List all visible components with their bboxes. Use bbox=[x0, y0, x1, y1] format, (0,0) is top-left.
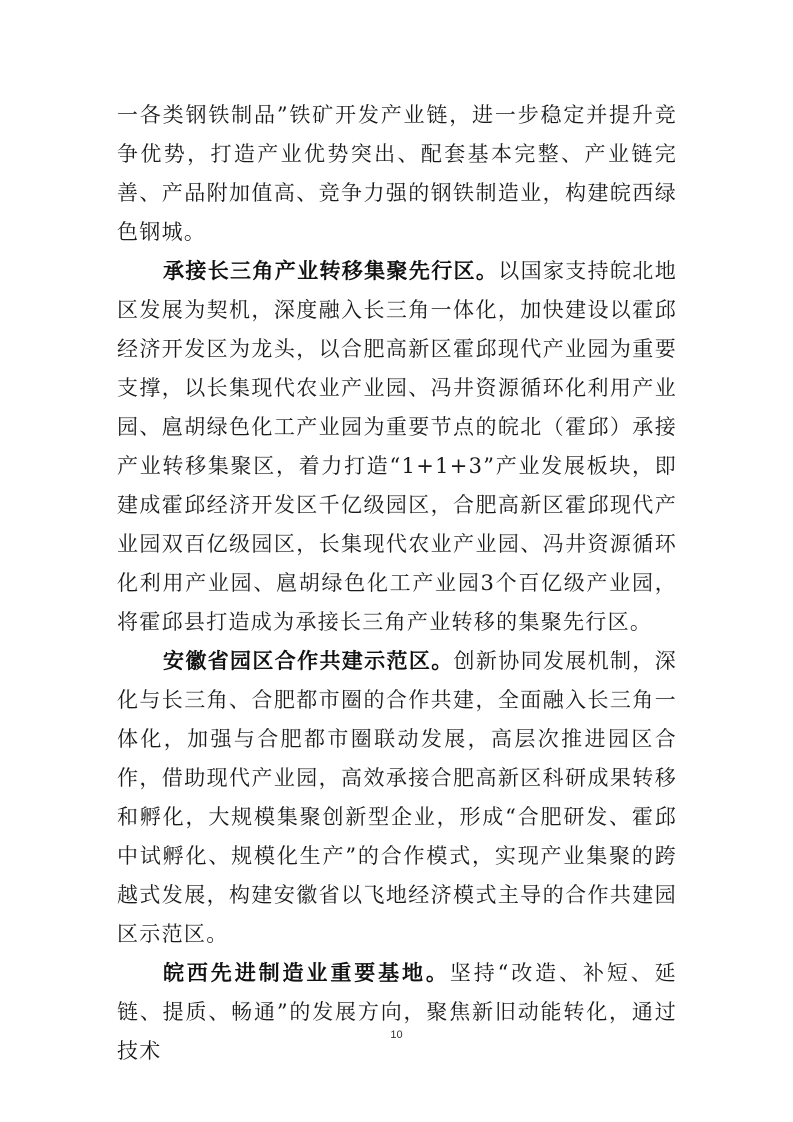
paragraph-text: 一各类钢铁制品”铁矿开发产业链，进一步稳定并提升竞争优势，打造产业优势突出、配套基本完整、产业链完善、产品附加值高、竞争力强的钢铁制造业，构建皖西绿色钢城。 bbox=[117, 103, 677, 244]
paragraph-heading: 承接长三角产业转移集聚先行区。 bbox=[163, 259, 499, 283]
paragraph-heading: 皖西先进制造业重要基地。 bbox=[163, 961, 450, 985]
paragraph-continuation bbox=[117, 96, 677, 252]
paragraph-text: 坚持“改造、补短、延链、提质、畅通”的发展方向，聚焦新旧动能转化，通过技术 bbox=[117, 961, 677, 1063]
document-body bbox=[117, 96, 677, 1071]
page-number: 10 bbox=[390, 1029, 403, 1041]
paragraph-manufacturing-base bbox=[117, 954, 677, 1071]
paragraph-text: 以国家支持皖北地区发展为契机，深度融入长三角一体化，加快建设以霍邱经济开发区为龙头，以合肥高新区霍邱现代产业园为重要支撑，以长集现代农业产业园、冯井资源循环化利用产业园、扈胡绿色化工产业园为重要节点的皖北（霍邱）承接产业转移集聚区，着力打造“1+1+3”产业发展板块，即建成霍邱经济开发区千亿级园区，合肥高新区霍邱现代产业园双百亿级园区，长集现代农业产业园、冯井资源循环化利用产业园、扈胡绿色化工产业园3个百亿级产业园，将霍邱县打造成为承接长三角产业转移的集聚先行区。 bbox=[117, 259, 677, 634]
paragraph-industry-transfer-zone bbox=[117, 252, 677, 642]
paragraph-heading: 安徽省园区合作共建示范区。 bbox=[163, 649, 454, 673]
paragraph-text: 创新协同发展机制，深化与长三角、合肥都市圈的合作共建，全面融入长三角一体化，加强与合肥都市圈联动发展，高层次推进园区合作，借助现代产业园，高效承接合肥高新区科研成果转移和孵化，大规模集聚创新型企业，形成“合肥研发、霍邱中试孵化、规模化生产”的合作模式，实现产业集聚的跨越式发展，构建安徽省以飞地经济模式主导的合作共建园区示范区。 bbox=[117, 649, 677, 946]
paragraph-park-cooperation-zone bbox=[117, 642, 677, 954]
